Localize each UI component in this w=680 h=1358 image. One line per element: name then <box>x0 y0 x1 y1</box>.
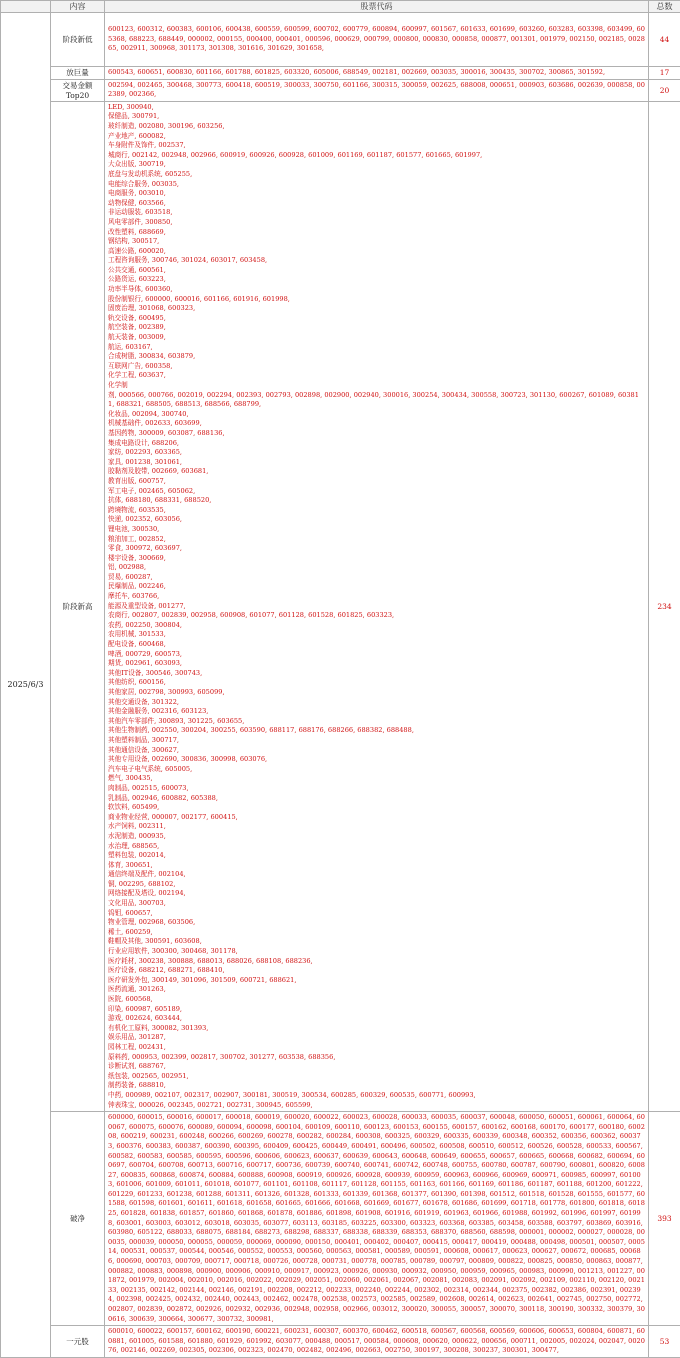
sector-line: 化学工程, 603637, <box>108 371 645 381</box>
sector-line: 铜, 002295, 688102, <box>108 880 645 890</box>
total-cell: 44 <box>649 13 680 67</box>
sector-line: 燃气, 300435, <box>108 774 645 784</box>
sector-line: 肉制品, 002515, 600073, <box>108 784 645 794</box>
table-row <box>1 1326 680 1358</box>
total-cell: 393 <box>649 1112 680 1326</box>
sector-line: 配电设备, 600468, <box>108 640 645 650</box>
sector-line: 医疗耗材, 300238, 300888, 688013, 688026, 688108, 688236, <box>108 957 645 967</box>
codes-cell: 600000, 600015, 600016, 600017, 600018, 600019, 600020, 600022, 600023, 600028, 600033, 600035, 600037, 600048, 600050, 600051, 600061, 600064, 600067, 600075, 600076, 600089, 600094, 600098, 600104, 600109, 600110, 600123, 600153, 600155, 600157, 600162, 600168, 600170, 600177, 600180, 600208, 600219, 600231, 600248, 600266, 600269, 600278, 600282, 600284, 600308, 600325, 600329, 600335, 600339, 600348, 600352, 600356, 600362, 600373, 600376, 600383, 600387, 600390, 600395, 600409, 600425, 600449, 600491, 600496, 600502, 600508, 600510, 600512, 600526, 600528, 600533, 600567, 600582, 600583, 600585, 600595, 600596, 600606, 600623, 600637, 600639, 600643, 600648, 600649, 600655, 600657, 600665, 600668, 600682, 600694, 600697, 600704, 600708, 600713, 600716, 600717, 600736, 600739, 600740, 600741, 600742, 600748, 600755, 600780, 600787, 600790, 600801, 600820, 600827, 600835, 600868, 600874, 600884, 600888, 600908, 600919, 600926, 600928, 600939, 600959, 600963, 600966, 600969, 600971, 600985, 600997, 601003, 601006, 601009, 601011, 601018, 601077, 601101, 601108, 601117, 601128, 601155, 601163, 601166, 601169, 601186, 601187, 601188, 601200, 601222, 601229, 601233, 601238, 601288, 601311, 601326, 601328, 601333, 601339, 601368, 601377, 601390, 601398, 601512, 601518, 601528, 601555, 601577, 601588, 601598, 601601, 601611, 601618, 601658, 601665, 601666, 601668, 601669, 601677, 601678, 601686, 601699, 601718, 601778, 601800, 601818, 601825, 601828, 601838, 601857, 601860, 601868, 601878, 601886, 601898, 601908, 601916, 601919, 601963, 601966, 601988, 601992, 601996, 601997, 601998, 603001, 603003, 603012, 603018, 603035, 603077, 603113, 603185, 603225, 603300, 603323, 603368, 603385, 603458, 603588, 603797, 603869, 603916, 603980, 605122, 688033, 688075, 688184, 688273, 688298, 688337, 688338, 688339, 688353, 688370, 688560, 688598, 000001, 000002, 000027, 000028, 000035, 000039, 000050, 000055, 000059, 000069, 000090, 000150, 000401, 000402, 000407, 000415, 000417, 000419, 000488, 000498, 000501, 000507, 000514, 000531, 000537, 000544, 000546, 000552, 000553, 000560, 000563, 000581, 000589, 000591, 000608, 000617, 000623, 000627, 000672, 000685, 000686, 000690, 000703, 000709, 000717, 000718, 000726, 000728, 000731, 000778, 000785, 000789, 000797, 000809, 000822, 000825, 000850, 000863, 000877, 000882, 000883, 000898, 000900, 000906, 000910, 000917, 000923, 000926, 000930, 000932, 000950, 000959, 000965, 000983, 000990, 001213, 001227, 001872, 001979, 002004, 002010, 002016, 002022, 002029, 002051, 002060, 002061, 002067, 002081, 002083, 002091, 002092, 002109, 002110, 002120, 002133, 002135, 002142, 002144, 002146, 002191, 002208, 002212, 002233, 002240, 002244, 002302, 002314, 002344, 002375, 002382, 002386, 002391, 002394, 002398, 002425, 002432, 002440, 002443, 002462, 002478, 002538, 002573, 002585, 002589, 002608, 002614, 002623, 002641, 002745, 002750, 002772, 002807, 002839, 002872, 002926, 002932, 002936, 002948, 002958, 002966, 003012, 300020, 300055, 300057, 300070, 300118, 300190, 300332, 300379, 300616, 300639, 300664, 300677, 300732, 300981, <box>105 1112 649 1326</box>
sector-line: 中药, 000989, 002107, 002317, 002907, 300181, 300519, 300534, 600285, 600329, 600535, 600771, 600993, <box>108 1091 645 1101</box>
sector-line: 农商行, 002807, 002839, 002958, 600908, 601077, 601128, 601528, 601825, 603323, <box>108 611 645 621</box>
sector-list-cell <box>105 101 649 1111</box>
sector-line: 民爆制品, 002246, <box>108 582 645 592</box>
sector-line: 医药流通, 301263, <box>108 985 645 995</box>
header-codes: 股票代码 <box>105 1 649 13</box>
sector-line: 网络接配及塔设, 002194, <box>108 889 645 899</box>
total-cell: 53 <box>649 1326 680 1358</box>
table-row <box>1 1112 680 1326</box>
sector-line: 化妆品, 002094, 300740, <box>108 410 645 420</box>
sector-line: 军工电子, 002465, 605062, <box>108 487 645 497</box>
category-cell: 破净 <box>51 1112 105 1326</box>
sector-line: 印染, 600987, 605189, <box>108 1005 645 1015</box>
sector-line: 钢结构, 300517, <box>108 237 645 247</box>
sector-line: 航运, 603167, <box>108 343 645 353</box>
codes-cell: 002594, 002465, 300468, 300773, 600418, 600519, 300033, 300750, 601166, 300315, 300059, 002625, 688008, 000651, 000903, 603686, 002639, 000858, 002389, 002366, <box>105 79 649 101</box>
sector-line: 制药装备, 688810, <box>108 1081 645 1091</box>
sector-line: 公共交通, 600561, <box>108 266 645 276</box>
sector-line: 其他IT设备, 300546, 300743, <box>108 669 645 679</box>
sector-line: 快递, 002352, 603056, <box>108 515 645 525</box>
category-cell: 阶段新高 <box>51 101 105 1111</box>
sector-line: 农药, 002250, 300804, <box>108 621 645 631</box>
sector-line: 诊断试剂, 688767, <box>108 1062 645 1072</box>
sector-line: 化学制 <box>108 381 645 391</box>
sector-line: 钨钼, 600657, <box>108 909 645 919</box>
sector-line: 航天装备, 003009, <box>108 333 645 343</box>
sector-line: 固废治理, 301068, 600323, <box>108 304 645 314</box>
sector-line: 基因药物, 300009, 603087, 688136, <box>108 429 645 439</box>
sector-line: 医疗设备, 688212, 688271, 688410, <box>108 966 645 976</box>
sector-line: 功率半导体, 600360, <box>108 285 645 295</box>
sector-line: 啤酒, 000729, 600573, <box>108 650 645 660</box>
sector-line: 期货, 002961, 603093, <box>108 659 645 669</box>
sector-line: 电商服务, 003010, <box>108 189 645 199</box>
sector-line: 抗体, 688180, 688331, 688520, <box>108 496 645 506</box>
category-cell: 阶段新低 <box>51 13 105 67</box>
sector-line: 摩托车, 603766, <box>108 592 645 602</box>
sector-line: 钟表珠宝, 000026, 002345, 002721, 002731, 300945, 605599, <box>108 1101 645 1111</box>
table-row <box>1 67 680 80</box>
sector-line: 乳制品, 002946, 600882, 605388, <box>108 794 645 804</box>
sector-line: 合成树脂, 300834, 603879, <box>108 352 645 362</box>
header-row <box>1 1 680 13</box>
sector-line: 水产饲料, 002311, <box>108 822 645 832</box>
sector-line: 其他交通设备, 301322, <box>108 698 645 708</box>
sector-line: 塑料包装, 002014, <box>108 851 645 861</box>
sector-line: 医疗研发外包, 300149, 301096, 301509, 600721, 688621, <box>108 976 645 986</box>
header-content: 内容 <box>51 1 105 13</box>
sector-line: 粮油加工, 002852, <box>108 535 645 545</box>
sector-line: 医院, 600568, <box>108 995 645 1005</box>
sector-line: 集成电路设计, 688206, <box>108 439 645 449</box>
sector-line: 园林工程, 002431, <box>108 1043 645 1053</box>
sector-line: 文化用品, 300703, <box>108 899 645 909</box>
sector-line: 农用机械, 301533, <box>108 630 645 640</box>
sector-line: 其他塑料制品, 300717, <box>108 736 645 746</box>
total-cell: 234 <box>649 101 680 1111</box>
sector-line: 通信终端及配件, 002104, <box>108 870 645 880</box>
sector-line: 大众出版, 300719, <box>108 160 645 170</box>
sector-line: 股份制银行, 600000, 600016, 601166, 601916, 601998, <box>108 295 645 305</box>
sector-line: 其他纺织, 600156, <box>108 678 645 688</box>
sector-line: 汽车电子电气系统, 605005, <box>108 765 645 775</box>
sector-line: 行业应用软件, 300300, 300468, 301178, <box>108 947 645 957</box>
sector-line: 动物保健, 603566, <box>108 199 645 209</box>
sector-line: 水泥制造, 000935, <box>108 832 645 842</box>
table-row <box>1 13 680 67</box>
sector-line: 其他家居, 002798, 300993, 605099, <box>108 688 645 698</box>
sector-line: 其他通信设备, 300627, <box>108 746 645 756</box>
sector-line: 锂电池, 300530, <box>108 525 645 535</box>
sector-line: 胶黏剂及胶带, 002669, 603681, <box>108 467 645 477</box>
sector-line: LED, 300940, <box>108 103 645 113</box>
sector-line: 体育, 300651, <box>108 861 645 871</box>
sector-line: 剂, 000566, 000766, 002019, 002294, 002393, 002793, 002898, 002900, 002940, 300016, 300254, 300434, 300558, 300723, 301130, 600267, 601089, 603811, 688321, 688505, 688513, 688566, 688799, <box>108 391 645 410</box>
sector-line: 零食, 300972, 603697, <box>108 544 645 554</box>
sector-line: 家具, 001238, 301061, <box>108 458 645 468</box>
sector-line: 娱乐用品, 301287, <box>108 1033 645 1043</box>
category-cell: 放巨量 <box>51 67 105 80</box>
sector-line: 贸易, 600287, <box>108 573 645 583</box>
sector-line: 楼宇设备, 300669, <box>108 554 645 564</box>
sector-line: 其他专用设备, 002690, 300836, 300998, 603076, <box>108 755 645 765</box>
sector-line: 改性塑料, 688669, <box>108 228 645 238</box>
sector-line: 城商行, 002142, 002948, 002966, 600919, 600926, 600928, 601009, 601169, 601187, 601577, 601665, 601997, <box>108 151 645 161</box>
sector-line: 电能综合服务, 003035, <box>108 180 645 190</box>
sector-line: 物业管理, 002968, 603506, <box>108 918 645 928</box>
total-cell: 17 <box>649 67 680 80</box>
sector-line: 鞋帽及其他, 300591, 603608, <box>108 937 645 947</box>
sector-line: 高速公路, 600020, <box>108 247 645 257</box>
codes-cell: 600010, 600022, 600157, 600162, 600190, 600221, 600231, 600307, 600370, 600462, 600518, 600567, 600568, 600569, 600606, 600653, 600804, 600871, 600881, 601005, 601588, 601880, 601929, 601992, 603077, 000488, 000517, 000584, 000608, 000620, 000622, 000656, 000711, 002005, 002024, 002047, 002076, 002146, 002269, 002305, 002306, 002323, 002470, 002482, 002496, 002663, 002750, 300197, 300208, 300237, 300301, 300477, <box>105 1326 649 1358</box>
sector-line: 商业物业经营, 000007, 002177, 600415, <box>108 813 645 823</box>
sector-line: 非运动服装, 603518, <box>108 208 645 218</box>
sector-line: 轨交设备, 600495, <box>108 314 645 324</box>
sector-line: 纸包装, 002565, 002951, <box>108 1072 645 1082</box>
sector-line: 底盘与发动机系统, 605255, <box>108 170 645 180</box>
sector-line: 能源及重型设备, 001277, <box>108 602 645 612</box>
category-cell: 交易金额Top20 <box>51 79 105 101</box>
sector-line: 稀土, 600259, <box>108 928 645 938</box>
sector-line: 公路货运, 603223, <box>108 275 645 285</box>
category-cell: 一元股 <box>51 1326 105 1358</box>
total-cell: 20 <box>649 79 680 101</box>
sector-line: 工程咨询服务, 300746, 301024, 603017, 603458, <box>108 256 645 266</box>
sector-line: 保健品, 300791, <box>108 112 645 122</box>
date-cell: 2025/6/3 <box>1 13 51 1358</box>
header-total: 总数 <box>649 1 680 13</box>
sector-line: 其他生物制药, 002550, 300204, 300255, 603590, 688117, 688176, 688266, 688382, 688488, <box>108 726 645 736</box>
sector-line: 水治理, 688565, <box>108 842 645 852</box>
header-date <box>1 1 51 13</box>
sector-line: 机械基础件, 002633, 603699, <box>108 419 645 429</box>
sector-line: 跨境物流, 603535, <box>108 506 645 516</box>
table-row <box>1 79 680 101</box>
sector-line: 互联网广告, 600358, <box>108 362 645 372</box>
sector-line: 车身附件及饰件, 002537, <box>108 141 645 151</box>
sector-line: 家纺, 002293, 603365, <box>108 448 645 458</box>
sector-line: 有机化工原料, 300082, 301393, <box>108 1024 645 1034</box>
sector-line: 其他金融服务, 002316, 603123, <box>108 707 645 717</box>
sector-line: 产业地产, 600082, <box>108 132 645 142</box>
sector-line: 玻纤制造, 002080, 300196, 603256, <box>108 122 645 132</box>
sector-line: 其他汽车零部件, 300893, 301225, 603655, <box>108 717 645 727</box>
sector-line: 航空装备, 002389, <box>108 323 645 333</box>
codes-cell: 600543, 600651, 600830, 601166, 601788, 601825, 603320, 605006, 688549, 002181, 002669, 003035, 300016, 300435, 300702, 300865, 301592, <box>105 67 649 80</box>
sector-line: 风电零部件, 300850, <box>108 218 645 228</box>
codes-cell: 600123, 600312, 600383, 600106, 600438, 600559, 600599, 600702, 600779, 600894, 600997, 601567, 601633, 601699, 603260, 603283, 603398, 603499, 605368, 688223, 688449, 000002, 000155, 000400, 000401, 000596, 000629, 000799, 000800, 000830, 000858, 000877, 001301, 001979, 002150, 002185, 002865, 002911, 300968, 301173, 301308, 301616, 301629, 301658, <box>105 13 649 67</box>
sector-line: 教育出版, 600757, <box>108 477 645 487</box>
sector-line: 原料药, 000953, 002399, 002817, 300702, 301277, 603538, 688356, <box>108 1053 645 1063</box>
table-row <box>1 101 680 1111</box>
sector-line: 软饮料, 605499, <box>108 803 645 813</box>
sector-line: 铝, 002988, <box>108 563 645 573</box>
sector-line: 游戏, 002624, 603444, <box>108 1014 645 1024</box>
